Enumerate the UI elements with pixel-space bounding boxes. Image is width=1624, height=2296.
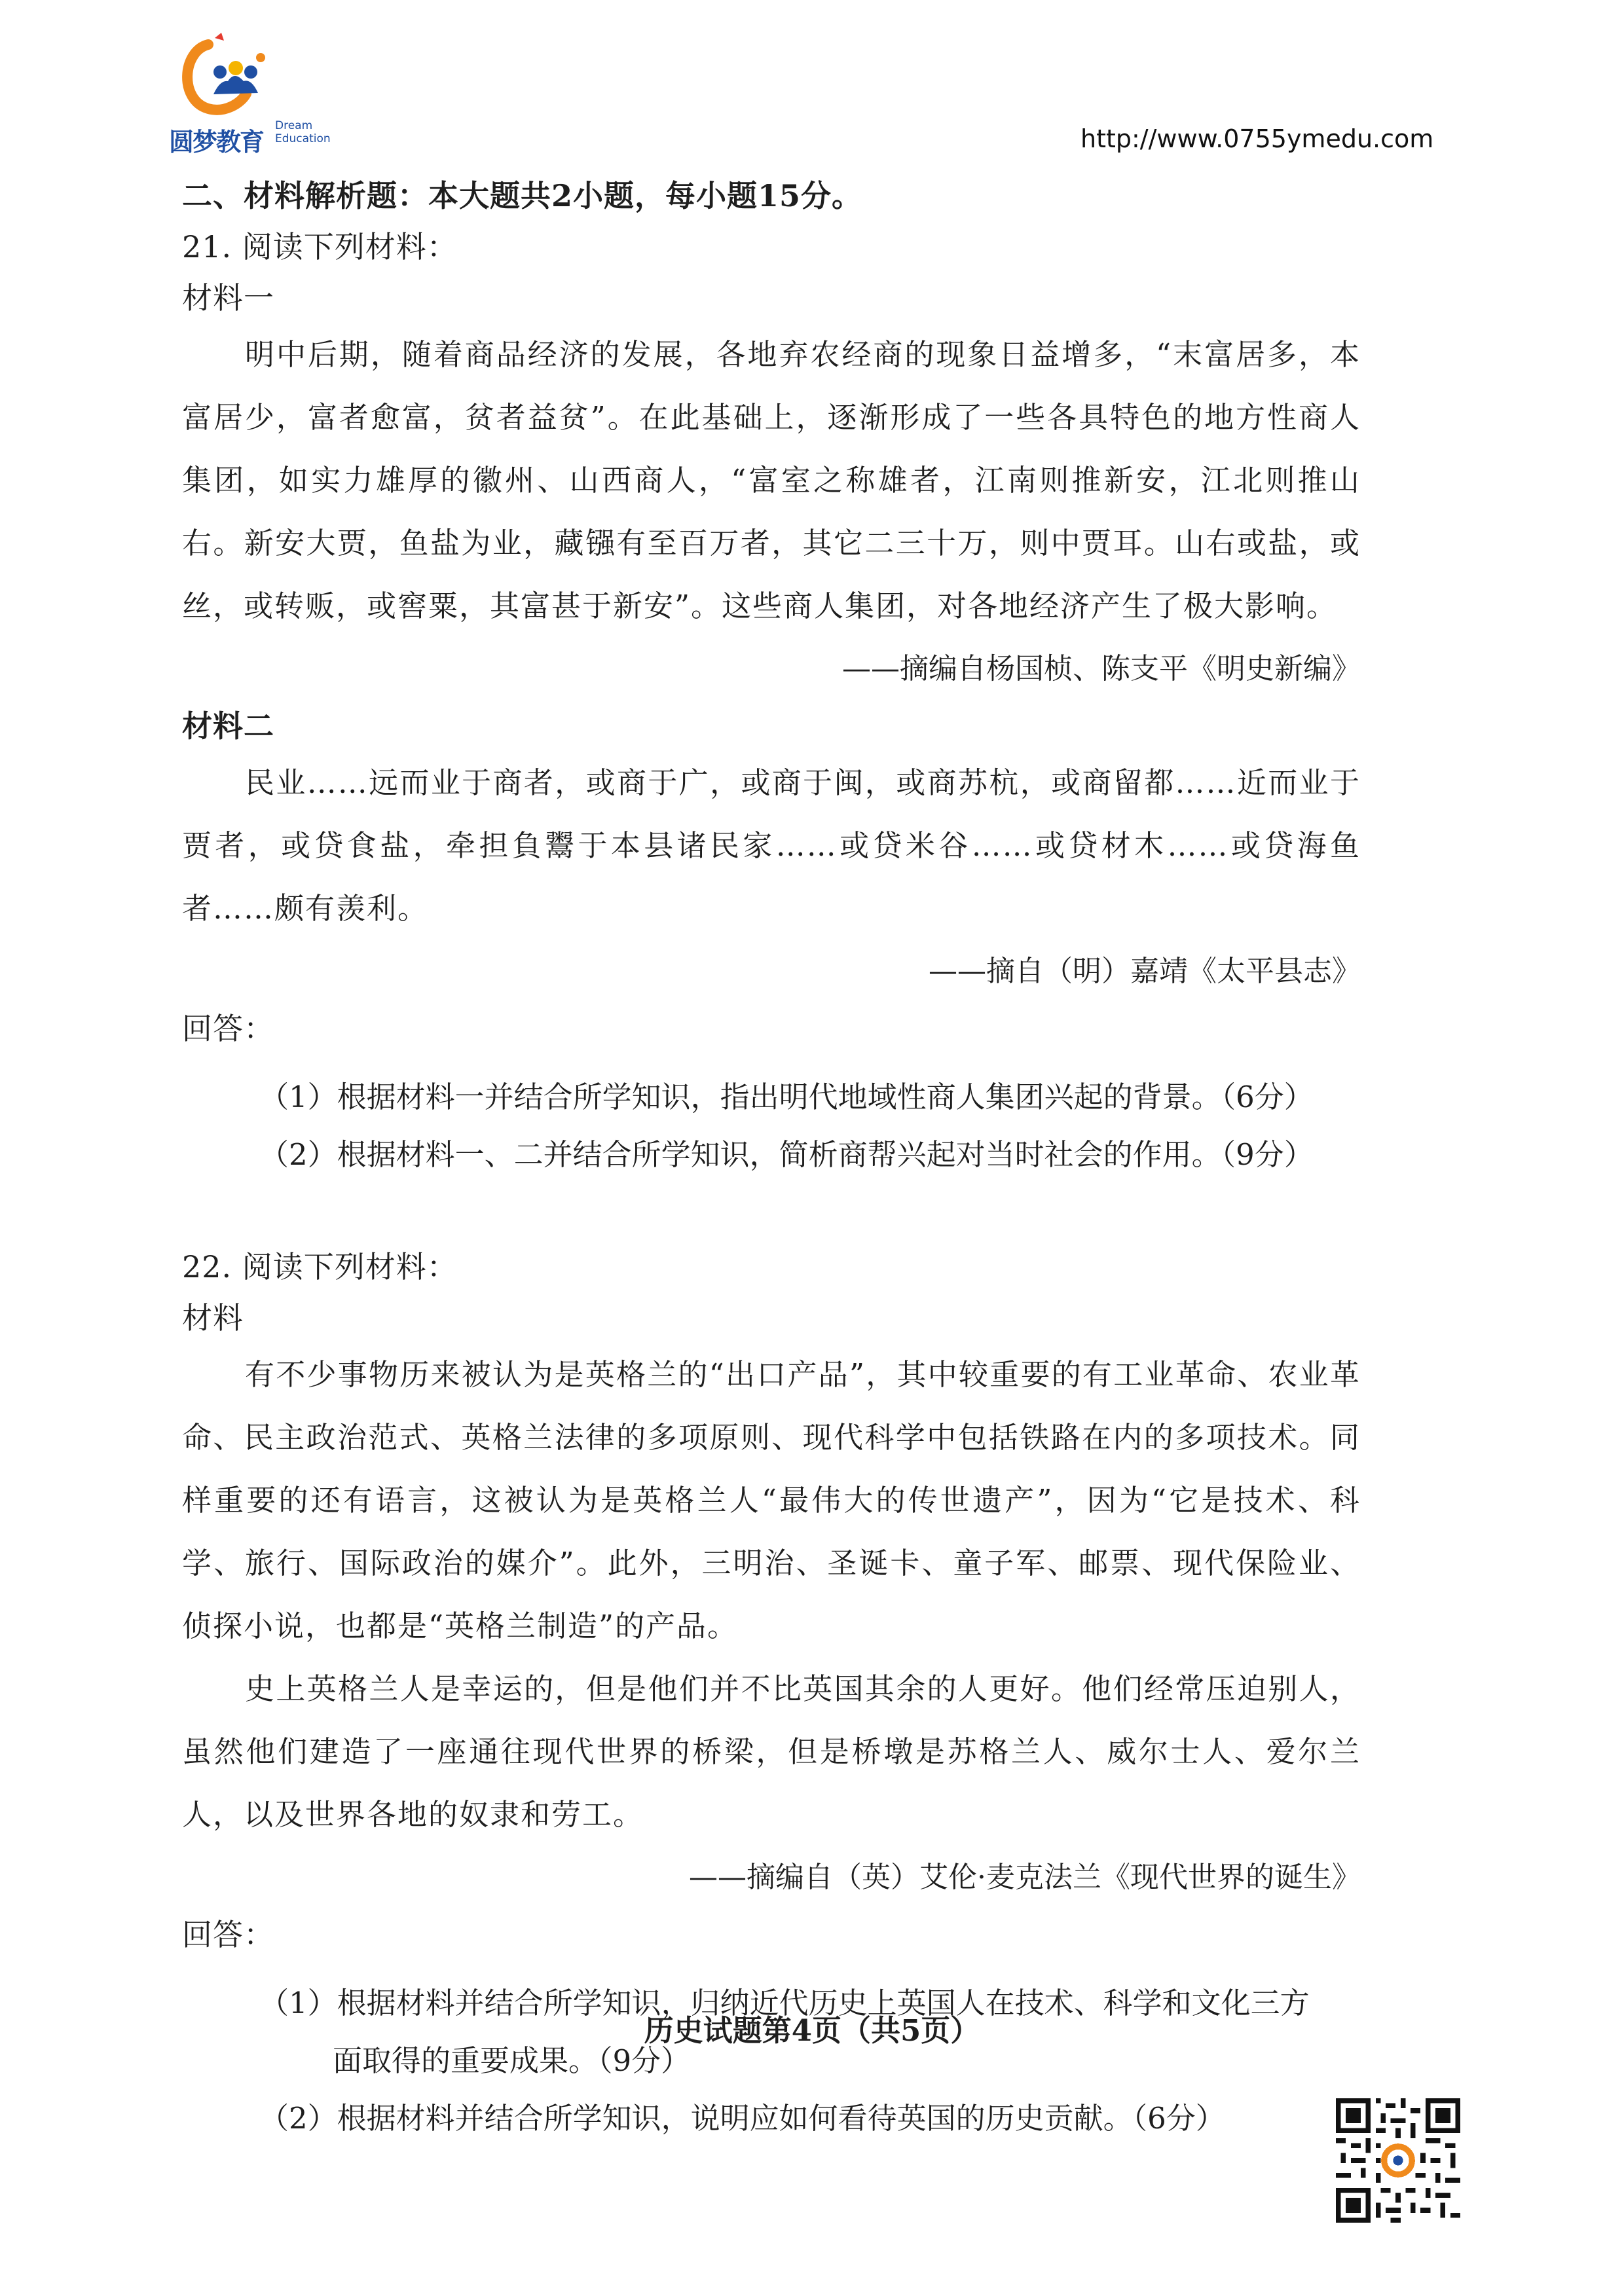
dream-education-logo [162, 31, 365, 159]
q22-question-1-line1: （1）根据材料并结合所学知识，归纳近代历史上英国人在技术、科学和文化三方 [259, 1986, 1310, 2020]
page-footer: 历史试题第4页（共5页） [644, 2013, 980, 2048]
q21-material2-text: 民业……远而业于商者，或商于广，或商于闽，或商苏杭，或商留都……近而业于贾者，或贷食盐，牵担負鬻于本县诸民家……或贷米谷……或贷材木……或贷海鱼者……颇有羡利。 [182, 765, 1361, 926]
q21-prompt: 21. 阅读下列材料： [182, 229, 458, 264]
q22-material-paragraph-2: 史上英格兰人是幸运的，但是他们并不比英国其余的人更好。他们经常压迫别人，虽然他们建造了一座通往现代世界的桥梁，但是桥墩是苏格兰人、威尔士人、爱尔兰人，以及世界各地的奴隶和劳工。 [182, 1671, 1361, 1832]
q22-question-1-line2: 面取得的重要成果。（9分） [333, 2043, 691, 2078]
q22-question-2: （2）根据材料并结合所学知识，说明应如何看待英国的历史贡献。（6分） [259, 2101, 1225, 2136]
q21-material1-source: ——摘编自杨国桢、陈支平《明史新编》 [842, 652, 1361, 685]
section-title: 二、材料解析题：本大题共2小题，每小题15分。 [182, 178, 863, 213]
logo-text: 圆梦教育 [169, 128, 264, 156]
q22-prompt: 22. 阅读下列材料： [182, 1249, 458, 1285]
q21-material1-label: 材料一 [182, 280, 274, 316]
q22-material-label: 材料 [182, 1300, 244, 1336]
exam-content [182, 170, 1361, 2147]
q21-material2-source: ——摘自（明）嘉靖《太平县志》 [929, 955, 1361, 988]
q21-question-1: （1）根据材料一并结合所学知识，指出明代地域性商人集团兴起的背景。（6分） [259, 1080, 1314, 1114]
logo-subtitle-line2: Education [275, 132, 331, 145]
website-url[interactable]: http://www.0755ymedu.com [1080, 124, 1434, 153]
qr-code-icon [1336, 2098, 1460, 2223]
q22-answer-label: 回答： [182, 1917, 274, 1952]
q21-material1-text: 明中后期，随着商品经济的发展，各地弃农经商的现象日益增多，“末富居多，本富居少，富者愈富，贫者益贫”。在此基础上，逐渐形成了一些各具特色的地方性商人集团，如实力雄厚的徽州、山西商人，“富室之称雄者，江南则推新安，江北则推山右。新安大贾，鱼盐为业，藏镪有至百万者，其它二三十万，则中贾耳。山右或盐，或丝，或转贩，或窖粟，其富甚于新安”。这些商人集团，对各地经济产生了极大影响。 [182, 337, 1361, 623]
logo-subtitle-line1: Dream [275, 119, 313, 132]
q21-question-2: （2）根据材料一、二并结合所学知识，简析商帮兴起对当时社会的作用。（9分） [259, 1137, 1314, 1172]
logo-emblem-icon [162, 31, 293, 123]
q21-answer-label: 回答： [182, 1011, 274, 1046]
q22-material-source: ——摘编自（英）艾伦·麦克法兰《现代世界的诞生》 [689, 1861, 1361, 1894]
logo-subtitle [275, 119, 331, 145]
q21-material2-label: 材料二 [182, 708, 274, 744]
q22-material-paragraph-1: 有不少事物历来被认为是英格兰的“出口产品”，其中较重要的有工业革命、农业革命、民主政治范式、英格兰法律的多项原则、现代科学中包括铁路在内的多项技术。同样重要的还有语言，这被认为是英格兰人“最伟大的传世遗产”，因为“它是技术、科学、旅行、国际政治的媒介”。此外，三明治、圣诞卡、童子军、邮票、现代保险业、侦探小说，也都是“英格兰制造”的产品。 [182, 1357, 1361, 1643]
